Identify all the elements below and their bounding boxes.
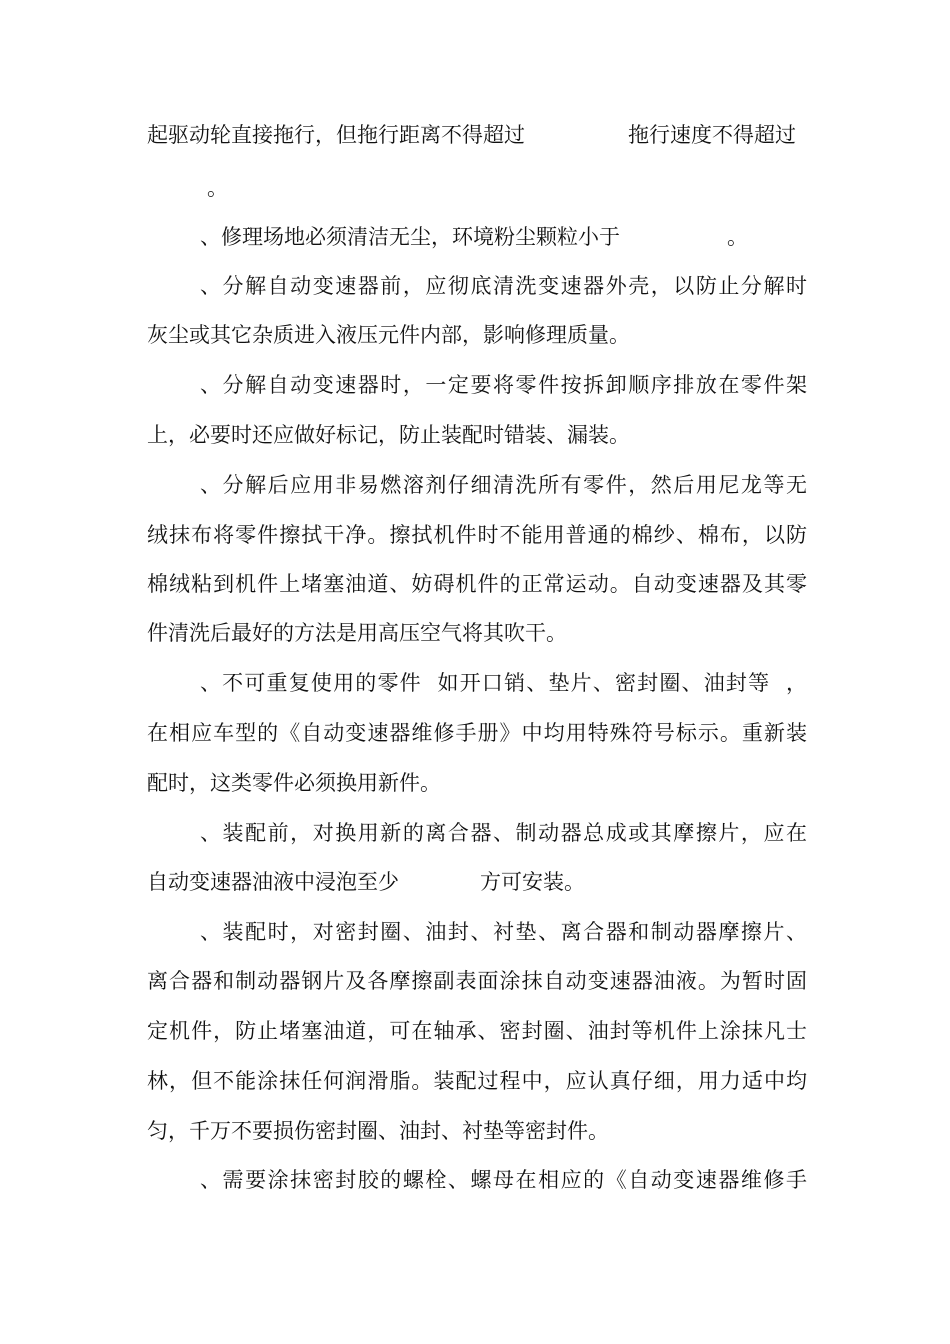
- text-line-15: 、装配前，对换用新的离合器、制动器总成或其摩擦片，应在: [200, 821, 807, 845]
- text-line-16-part-1: 自动变速器油液中浸泡至少: [147, 870, 399, 894]
- text-line-13: 在相应车型的《自动变速器维修手册》中均用特殊符号标示。重新装: [147, 721, 807, 745]
- text-line-4: 、分解自动变速器前，应彻底清洗变速器外壳，以防止分解时: [200, 274, 807, 298]
- text-line-10: 棉绒粘到机件上堵塞油道、妨碍机件的正常运动。自动变速器及其零: [147, 572, 807, 596]
- text-line-2-part-1: 。: [207, 176, 228, 200]
- text-line-16-part-2: 方可安装。: [480, 870, 585, 894]
- text-line-21: 匀，千万不要损伤密封圈、油封、衬垫等密封件。: [147, 1119, 609, 1143]
- text-line-1-part-1: 起驱动轮直接拖行，但拖行距离不得超过: [147, 123, 525, 147]
- text-line-9: 绒抹布将零件擦拭干净。擦拭机件时不能用普通的棉纱、棉布，以防: [147, 523, 807, 547]
- text-line-17: 、装配时，对密封圈、油封、衬垫、离合器和制动器摩擦片、: [200, 920, 807, 944]
- text-line-3-part-2: 。: [727, 225, 748, 249]
- text-line-7: 上，必要时还应做好标记，防止装配时错装、漏装。: [147, 423, 630, 447]
- text-line-5: 灰尘或其它杂质进入液压元件内部，影响修理质量。: [147, 323, 630, 347]
- text-line-3-part-1: 、修理场地必须清洁无尘，环境粉尘颗粒小于: [200, 225, 620, 249]
- text-line-12: 、不可重复使用的零件 如开口销、垫片、密封圈、油封等 ，: [200, 671, 807, 695]
- text-line-18: 离合器和制动器钢片及各摩擦副表面涂抹自动变速器油液。为暂时固: [147, 969, 807, 993]
- text-line-8: 、分解后应用非易燃溶剂仔细清洗所有零件，然后用尼龙等无: [200, 473, 807, 497]
- text-line-1-part-2: 拖行速度不得超过: [628, 123, 796, 147]
- text-line-19: 定机件，防止堵塞油道，可在轴承、密封圈、油封等机件上涂抹凡士: [147, 1019, 807, 1043]
- text-line-11: 件清洗后最好的方法是用高压空气将其吹干。: [147, 621, 567, 645]
- text-line-20: 林，但不能涂抹任何润滑脂。装配过程中，应认真仔细，用力适中均: [147, 1069, 807, 1093]
- text-line-14: 配时，这类零件必须换用新件。: [147, 771, 441, 795]
- text-line-22: 、需要涂抹密封胶的螺栓、螺母在相应的《自动变速器维修手: [200, 1168, 807, 1192]
- text-line-6: 、分解自动变速器时，一定要将零件按拆卸顺序排放在零件架: [200, 373, 807, 397]
